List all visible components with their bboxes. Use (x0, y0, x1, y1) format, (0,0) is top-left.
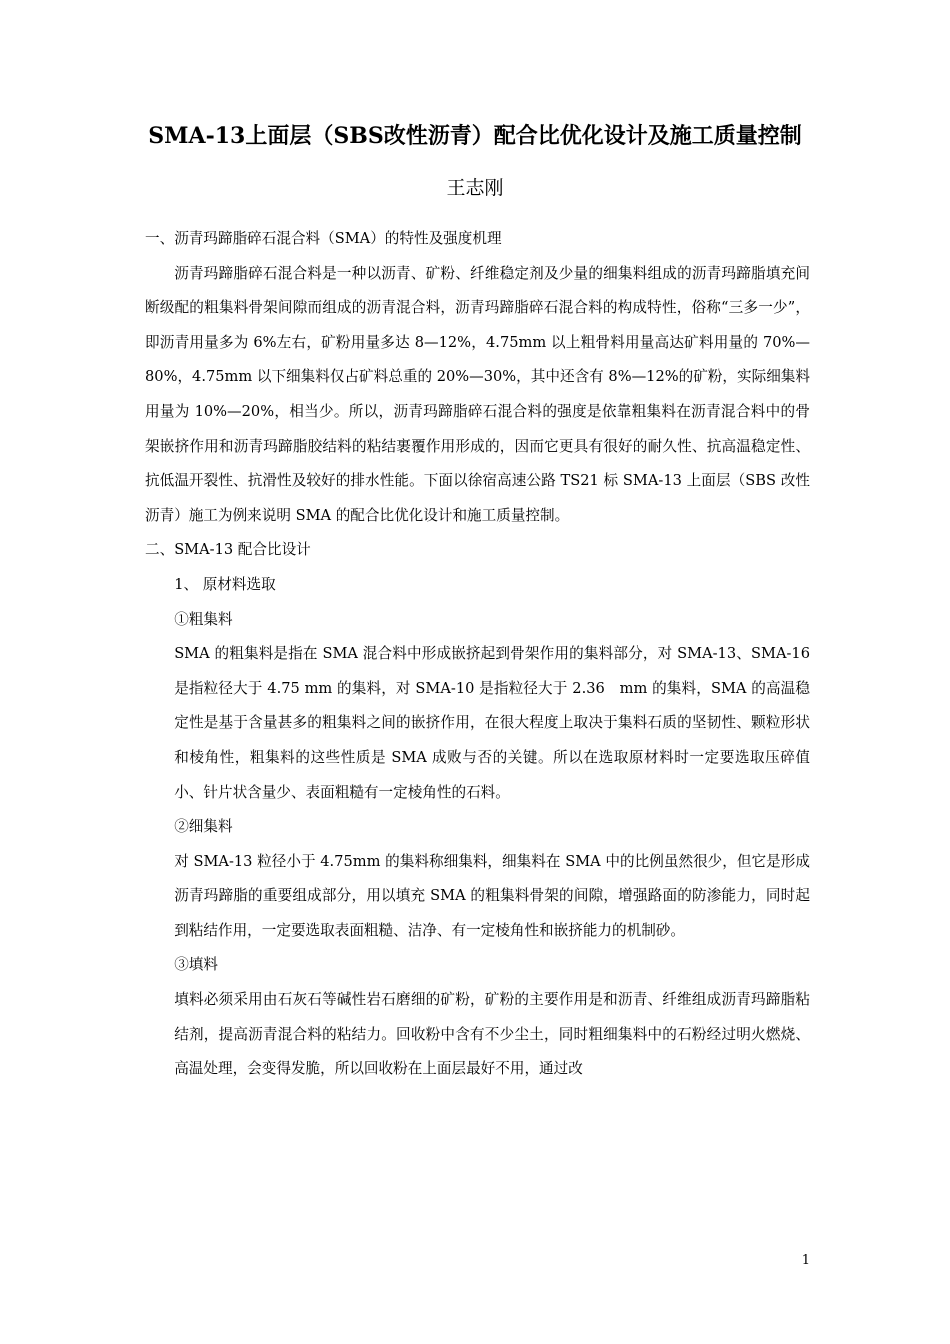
item-paragraph-filler: 填料必须采用由石灰石等碱性岩石磨细的矿粉，矿粉的主要作用是和沥青、纤维组成沥青玛蹄脂粘结剂，提高沥青混合料的粘结力。回收粉中含有不少尘土，同时粗细集料中的石粉经过明火燃烧、高温处理，会变得发脆，所以回收粉在上面层最好不用，通过改 (174, 991, 810, 1078)
section-1-paragraph: 沥青玛蹄脂碎石混合料是一种以沥青、矿粉、纤维稳定剂及少量的细集料组成的沥青玛蹄脂填充间断级配的粗集料骨架间隙而组成的沥青混合料，沥青玛蹄脂碎石混合料的构成特性，俗称“三多一少”，即沥青用量多为 6%左右，矿粉用量多达 8—12%，4.75mm 以上粗骨料用量高达矿料用量的 70%—80%，4.75mm 以下细集料仅占矿料总重的 20%—30%，其中还含有 8%—12%的矿粉，实际细集料用量为 10%—20%，相当少。所以，沥青玛蹄脂碎石混合料的强度是依靠粗集料在沥青混合料中的骨架嵌挤作用和沥青玛蹄脂胶结料的粘结裹覆作用形成的，因而它更具有很好的耐久性、抗高温稳定性、抗低温开裂性、抗滑性及较好的排水性能。下面以徐宿高速公路 TS21 标 SMA-13 上面层（SBS 改性沥青）施工为例来说明 SMA 的配合比优化设计和施工质量控制。 (145, 264, 810, 524)
item-heading-coarse-aggregate: ①粗集料 (174, 610, 233, 628)
item-heading-filler: ③填料 (174, 956, 218, 974)
document-body (145, 222, 810, 1087)
item-heading-fine-aggregate: ②细集料 (174, 818, 233, 836)
item-paragraph-coarse-aggregate: SMA 的粗集料是指在 SMA 混合料中形成嵌挤起到骨架作用的集料部分，对 SMA-13、SMA-16 是指粒径大于 4.75 mm 的集料，对 SMA-10 是指粒径大于 2.36 mm 的集料，SMA 的高温稳定性是基于含量甚多的粗集料之间的嵌挤作用，在很大程度上取决于集料石质的坚韧性、颗粒形状和棱角性，粗集料的这些性质是 SMA 成败与否的关键。所以在选取原材料时一定要选取压碎值小、针片状含量少、表面粗糙有一定棱角性的石料。 (174, 645, 810, 801)
item-paragraph-fine-aggregate: 对 SMA-13 粒径小于 4.75mm 的集料称细集料，细集料在 SMA 中的比例虽然很少，但它是形成沥青玛蹄脂的重要组成部分，用以填充 SMA 的粗集料骨架的间隙，增强路面的防渗能力，同时起到粘结作用，一定要选取表面粗糙、洁净、有一定棱角性和嵌挤能力的机制砂。 (174, 852, 810, 939)
section-heading-1: 一、沥青玛蹄脂碎石混合料（SMA）的特性及强度机理 (145, 230, 502, 247)
document-author: 王志刚 (446, 177, 504, 199)
subsection-heading-1: 1、 原材料选取 (174, 575, 276, 593)
document-title: SMA-13上面层（SBS改性沥青）配合比优化设计及施工质量控制 (148, 123, 802, 149)
section-heading-2: 二、SMA-13 配合比设计 (145, 541, 311, 559)
page-number: 1 (801, 1253, 810, 1268)
